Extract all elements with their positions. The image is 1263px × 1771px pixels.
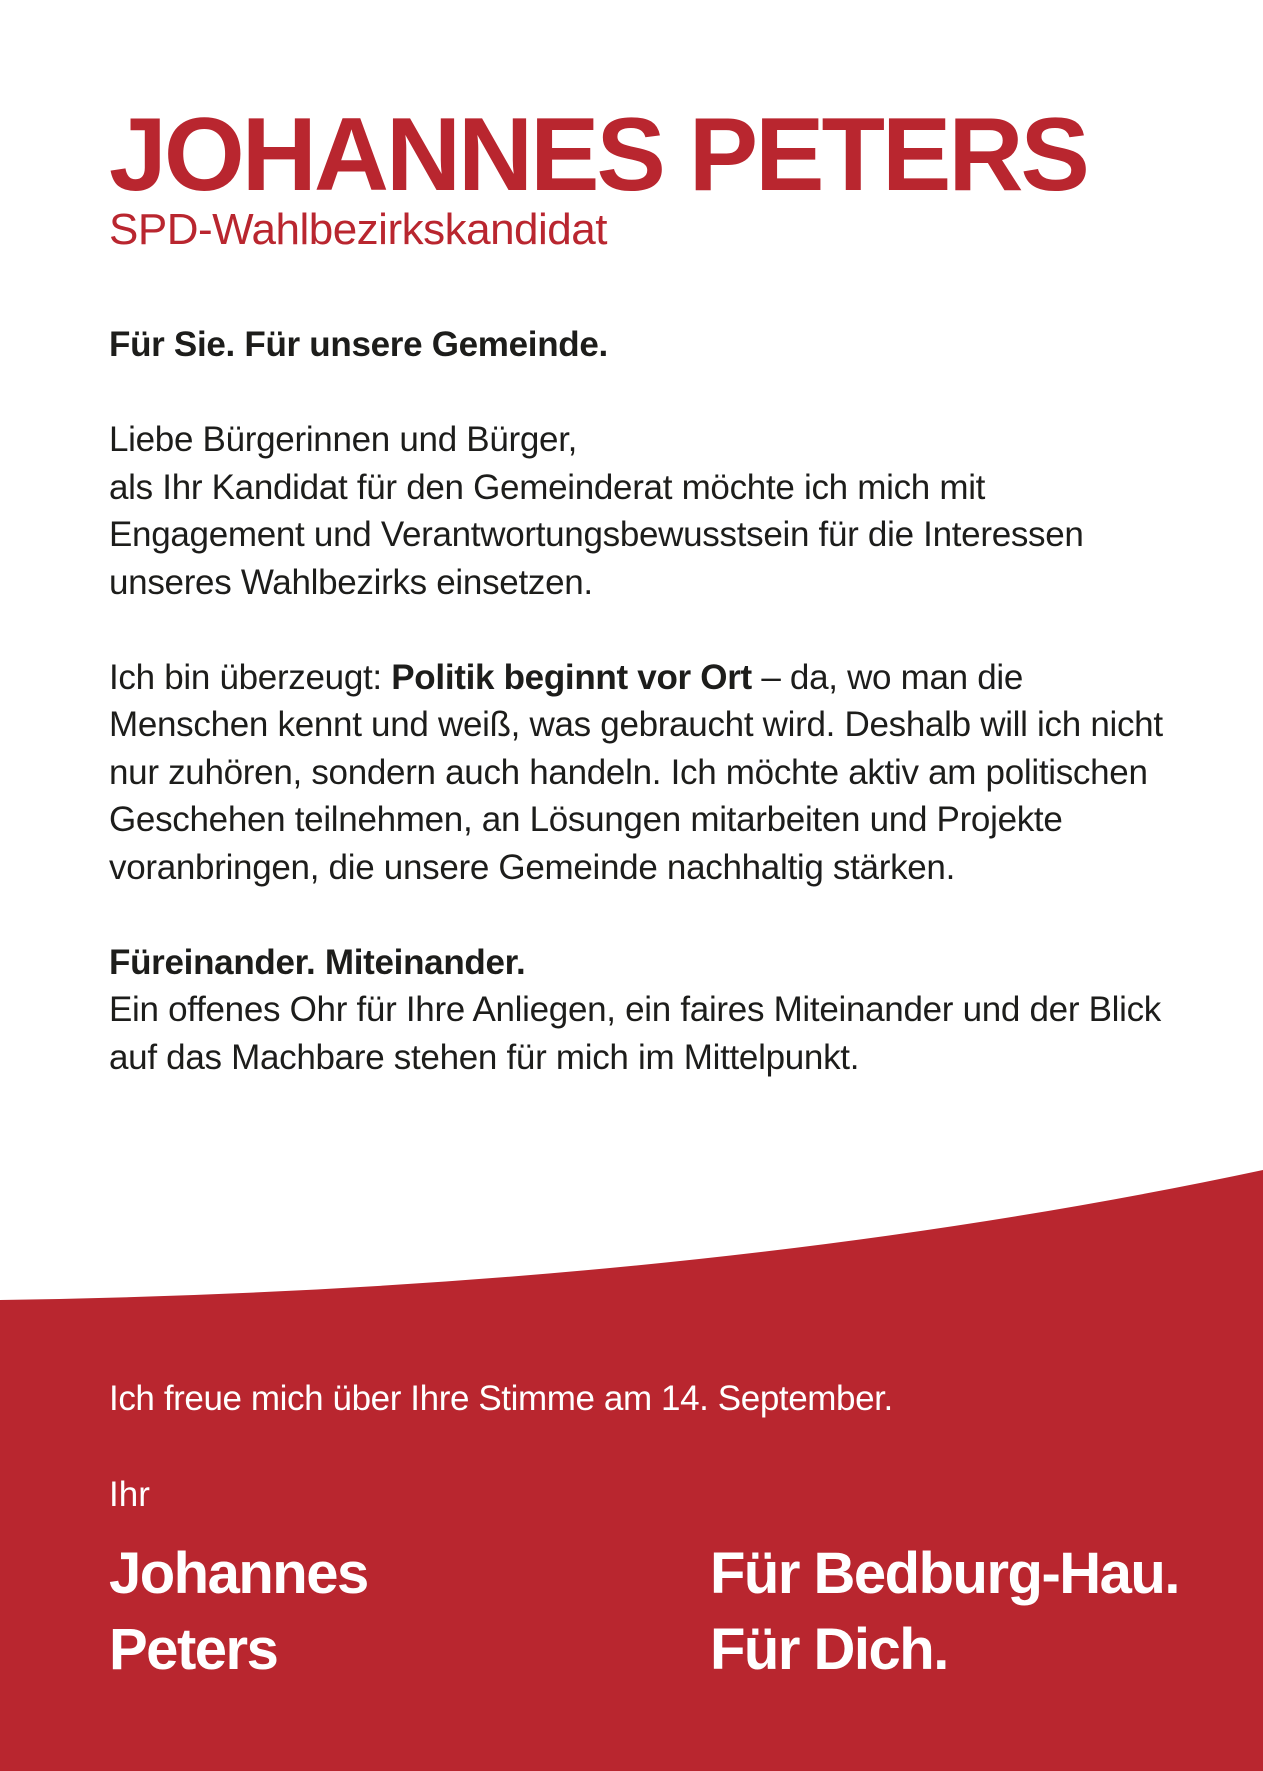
paragraph-gap: [109, 891, 1189, 939]
conviction-prefix: Ich bin überzeugt:: [109, 657, 392, 697]
conviction-paragraph: [109, 654, 1189, 892]
main-content: [109, 97, 1189, 1081]
letter-body: [109, 321, 1189, 1081]
candidate-name: JOHANNES PETERS: [109, 97, 1087, 213]
intro-paragraph: als Ihr Kandidat für den Gemeinderat möchte ich mich mit Engagement und Verantwortungsbewusstsein für die Interessen unseres Wahlbezirks einsetzen.: [109, 467, 1084, 602]
headline-together: Füreinander. Miteinander.: [109, 942, 526, 982]
salutation: Ihr: [109, 1475, 150, 1514]
paragraph-gap: [109, 606, 1189, 654]
candidate-role: SPD-Wahlbezirkskandidat: [109, 205, 607, 254]
signature-first-name: Johannes: [109, 1541, 368, 1606]
greeting: Liebe Bürgerinnen und Bürger,: [109, 420, 578, 459]
vote-request: Ich freue mich über Ihre Stimme am 14. September.: [109, 1379, 893, 1418]
paragraph-gap: [109, 369, 1189, 417]
wave-shape: [0, 1170, 1263, 1771]
slogan-line-2: Für Dich.: [710, 1617, 948, 1682]
conviction-highlight: Politik beginnt vor Ort: [391, 657, 752, 697]
closing-paragraph: Ein offenes Ohr für Ihre Anliegen, ein faires Miteinander und der Blick auf das Machbare stehen für mich im Mittelpunkt.: [109, 990, 1161, 1077]
signature-last-name: Peters: [109, 1617, 278, 1682]
slogan-line-1: Für Bedburg-Hau.: [710, 1541, 1179, 1606]
headline-for-you: Für Sie. Für unsere Gemeinde.: [109, 325, 608, 364]
conviction-rest: – da, wo man die Menschen kennt und weiß, was gebraucht wird. Deshalb will ich nicht nur zuhören, sondern auch handeln. Ich möchte aktiv am politischen Geschehen teilnehmen, an Lösungen mitarbeiten und Projekte voranbringen, die unsere Gemeinde nachhaltig stärken.: [109, 657, 1163, 887]
red-wave-background: [0, 1170, 1263, 1771]
